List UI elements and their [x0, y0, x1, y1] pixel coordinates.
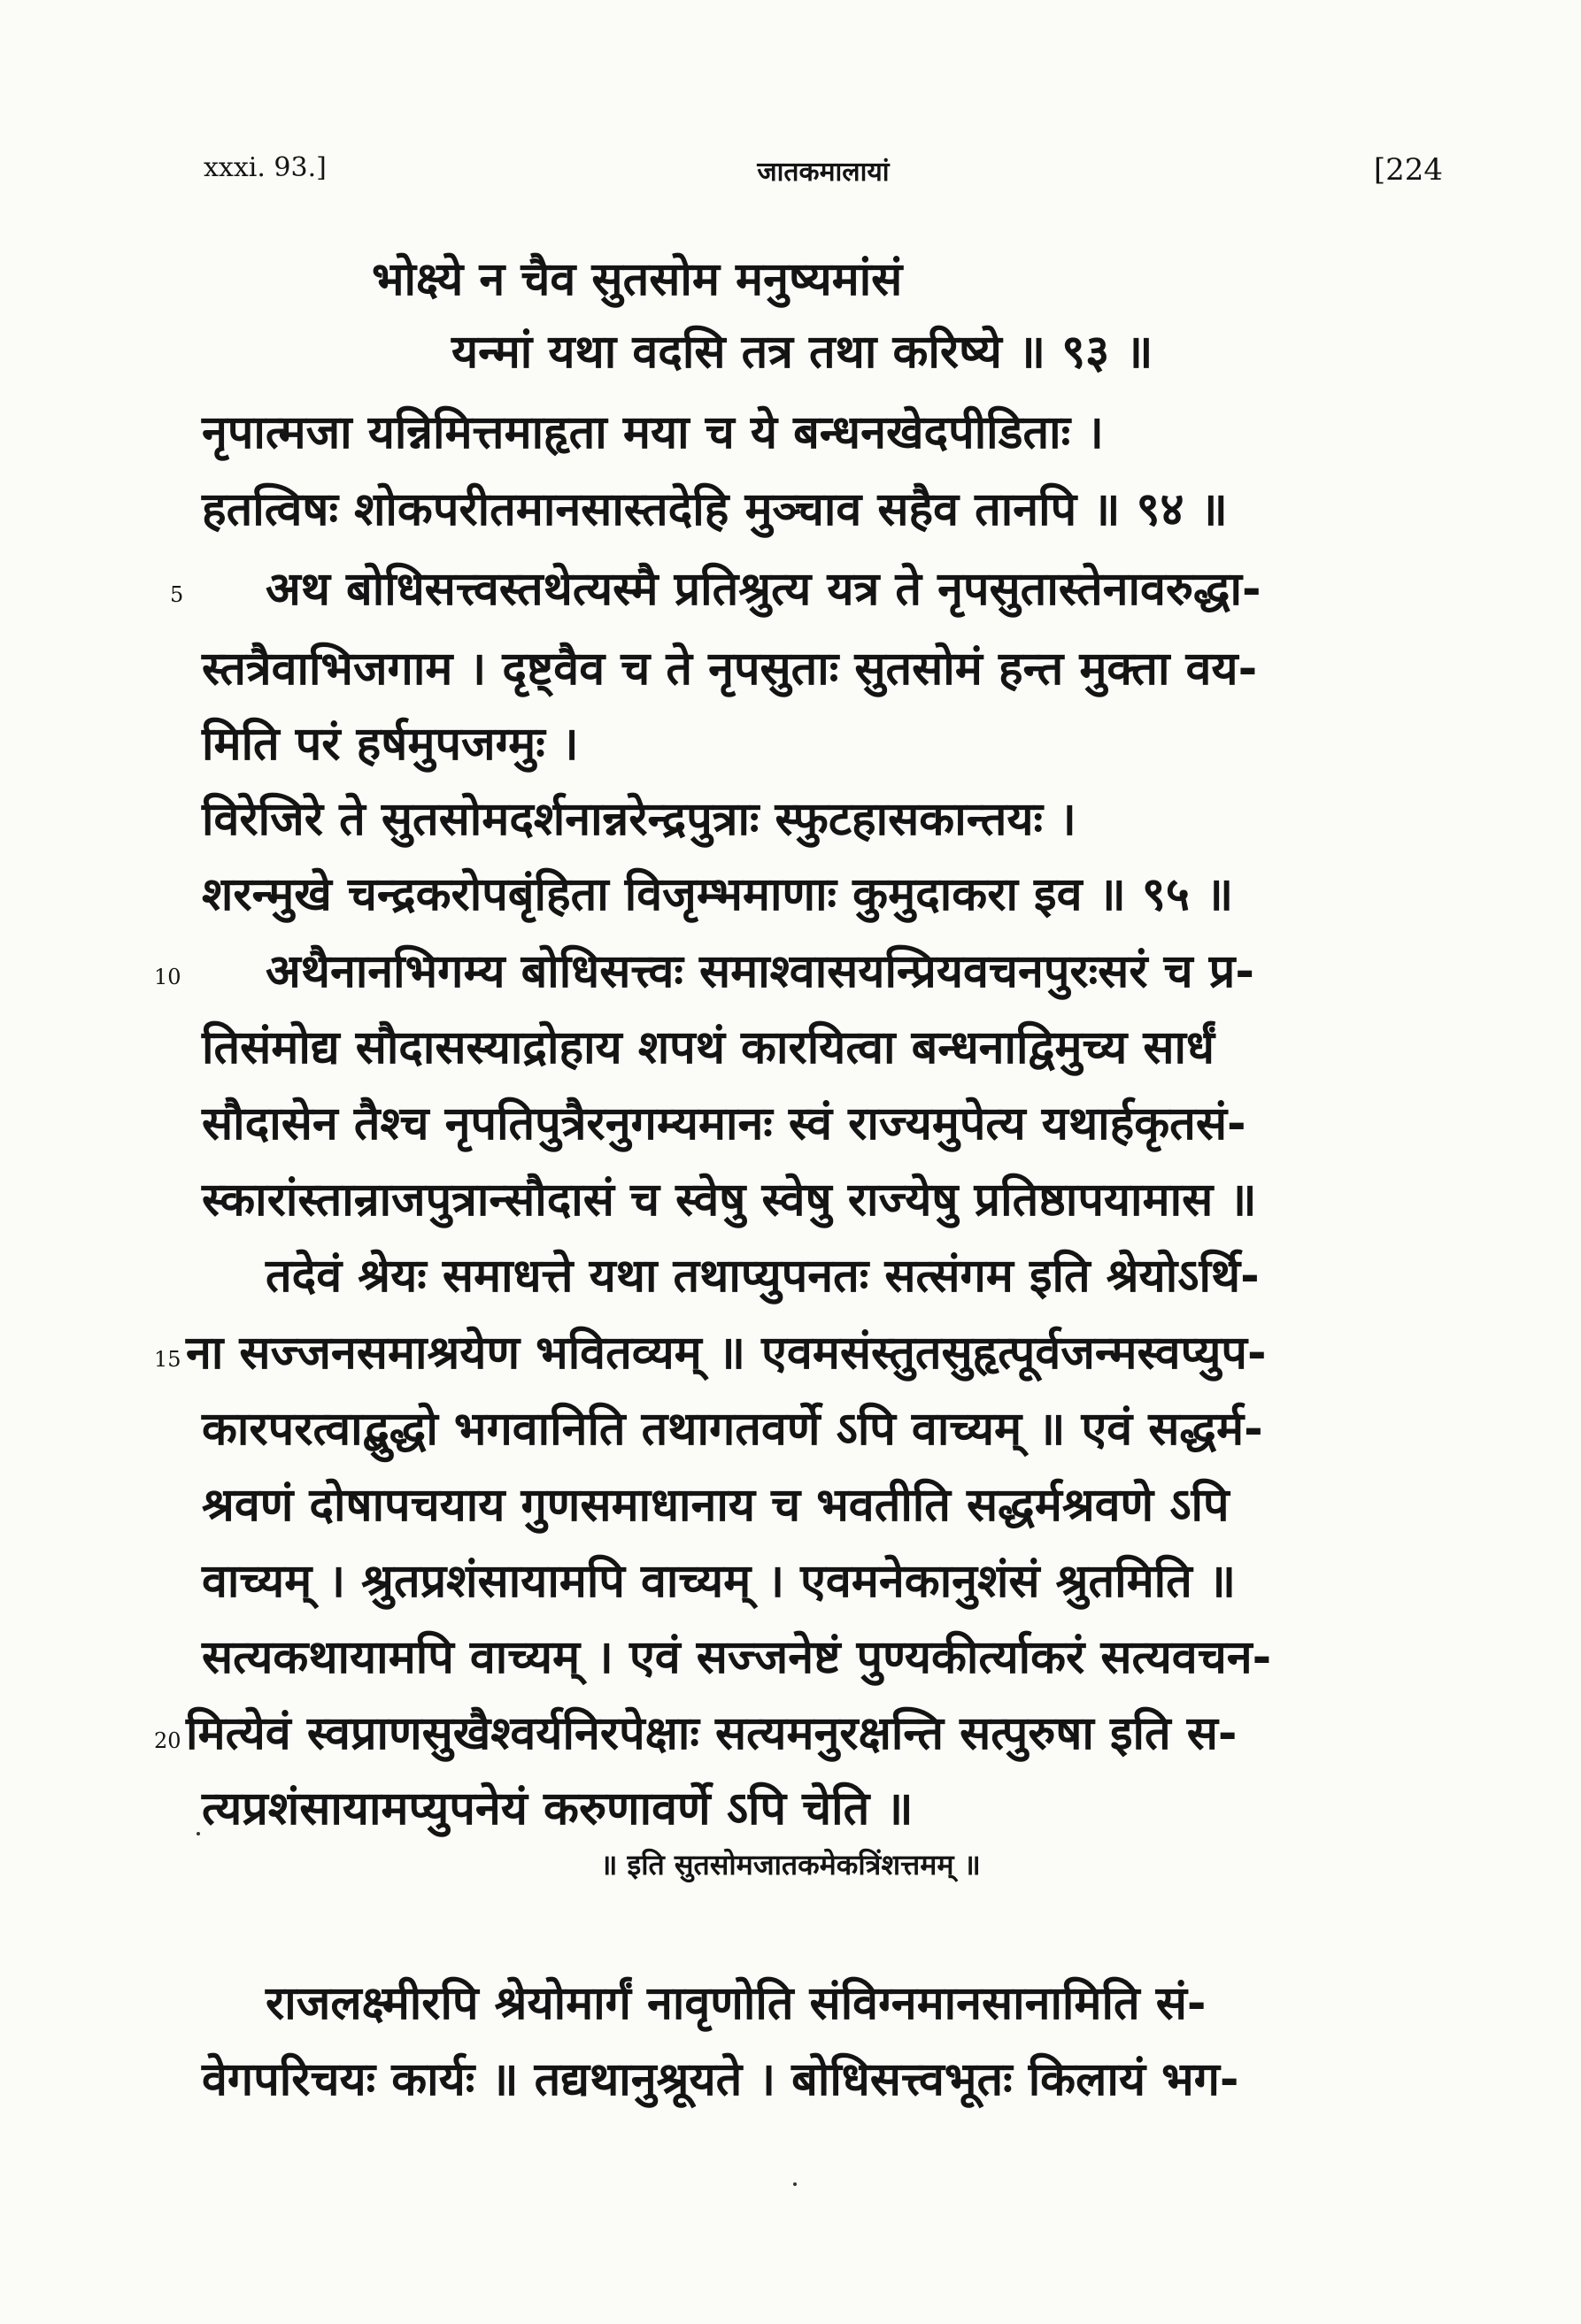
text-line: भोक्ष्ये न चैव सुतसोम मनुष्यमांसं: [372, 253, 903, 306]
print-speck: [793, 2182, 797, 2186]
text-line: सत्यकथायामपि वाच्यम् । एवं सज्जनेष्टं पुण्यकीर्त्याकरं सत्यवचन-: [202, 1631, 1272, 1684]
next-chapter-line: राजलक्ष्मीरपि श्रेयोमार्गं नावृणोति संविग्नमानसानामिति सं-: [266, 1977, 1207, 2030]
text-line: मिति परं हर्षमुपजग्मुः ।: [202, 718, 579, 771]
text-line: हतत्विषः शोकपरीतमानसास्तदेहि मुञ्चाव सहैव तानपि ॥ ९४ ॥: [202, 483, 1228, 536]
header-page-number: [224: [1373, 152, 1443, 188]
text-line: मित्येवं स्वप्राणसुखैश्वर्यनिरपेक्षाः सत्यमनुरक्षन्ति सत्पुरुषा इति स-: [186, 1707, 1238, 1760]
text-line: शरन्मुखे चन्द्रकरोपबृंहिता विजृम्भमाणाः कुमुदाकरा इव ॥ ९५ ॥: [202, 868, 1234, 921]
line-number: 15: [154, 1347, 181, 1372]
text-line: वाच्यम् । श्रुतप्रशंसायामपि वाच्यम् । एवमनेकानुशंसं श्रुतमिति ॥: [202, 1555, 1237, 1608]
header-verse-reference: xxxi. 93.]: [204, 152, 327, 183]
line-number: 20: [154, 1728, 181, 1753]
text-line: तिसंमोद्य सौदासस्याद्रोहाय शपथं कारयित्वा बन्धनाद्विमुच्य सार्धं: [202, 1021, 1215, 1074]
text-line: स्कारांस्तान्राजपुत्रान्सौदासं च स्वेषु स्वेषु राज्येषु प्रतिष्ठापयामास ॥: [202, 1174, 1257, 1227]
line-number: 5: [170, 582, 184, 607]
next-chapter-line: वेगपरिचयः कार्यः ॥ तद्यथानुश्रूयते । बोधिसत्त्वभूतः किलायं भग-: [202, 2053, 1239, 2106]
text-line: अथ बोधिसत्त्वस्तथेत्यस्मै प्रतिश्रुत्य यत्र ते नृपसुतास्तेनावरुद्धा-: [266, 563, 1261, 616]
text-line: यन्मां यथा वदसि तत्र तथा करिष्ये ॥ ९३ ॥: [451, 326, 1153, 379]
text-line: कारपरत्वाद्बुद्धो भगवानिति तथागतवर्णे ऽपि वाच्यम् ॥ एवं सद्धर्म-: [202, 1403, 1263, 1456]
text-line: स्तत्रैवाभिजगाम । दृष्ट्वैव च ते नृपसुताः सुतसोमं हन्त मुक्ता वय-: [202, 643, 1258, 696]
text-line: ना सज्जनसमाश्रयेण भवितव्यम् ॥ एवमसंस्तुतसुहृत्पूर्वजन्मस्वप्युप-: [186, 1327, 1267, 1380]
text-line: विरेजिरे ते सुतसोमदर्शनान्नरेन्द्रपुत्राः स्फुटहासकान्तयः ।: [202, 793, 1076, 846]
text-line: त्यप्रशंसायामप्युपनेयं करुणावर्णे ऽपि चेति ॥: [202, 1782, 914, 1835]
chapter-colophon: ॥ इति सुतसोमजातकमेकत्रिंशत्तमम् ॥: [600, 1848, 981, 1882]
print-speck: [197, 1832, 200, 1835]
text-line: नृपात्मजा यन्निमित्तमाहृता मया च ये बन्धनखेदपीडिताः ।: [202, 406, 1104, 459]
header-book-title: जातकमालायां: [757, 157, 890, 188]
line-number: 10: [154, 965, 181, 989]
text-line: सौदासेन तैश्च नृपतिपुत्रैरनुगम्यमानः स्वं राज्यमुपेत्य यथार्हकृतसं-: [202, 1097, 1246, 1150]
text-line: तदेवं श्रेयः समाधत्ते यथा तथाप्युपनतः सत्संगम इति श्रेयोऽर्थि-: [266, 1250, 1260, 1303]
text-line: श्रवणं दोषापचयाय गुणसमाधानाय च भवतीति सद्धर्मश्रवणे ऽपि: [202, 1479, 1230, 1532]
running-header: [204, 152, 1443, 196]
text-line: अथैनानभिगम्य बोधिसत्त्वः समाश्वासयन्प्रियवचनपुरःसरं च प्र-: [266, 945, 1254, 998]
